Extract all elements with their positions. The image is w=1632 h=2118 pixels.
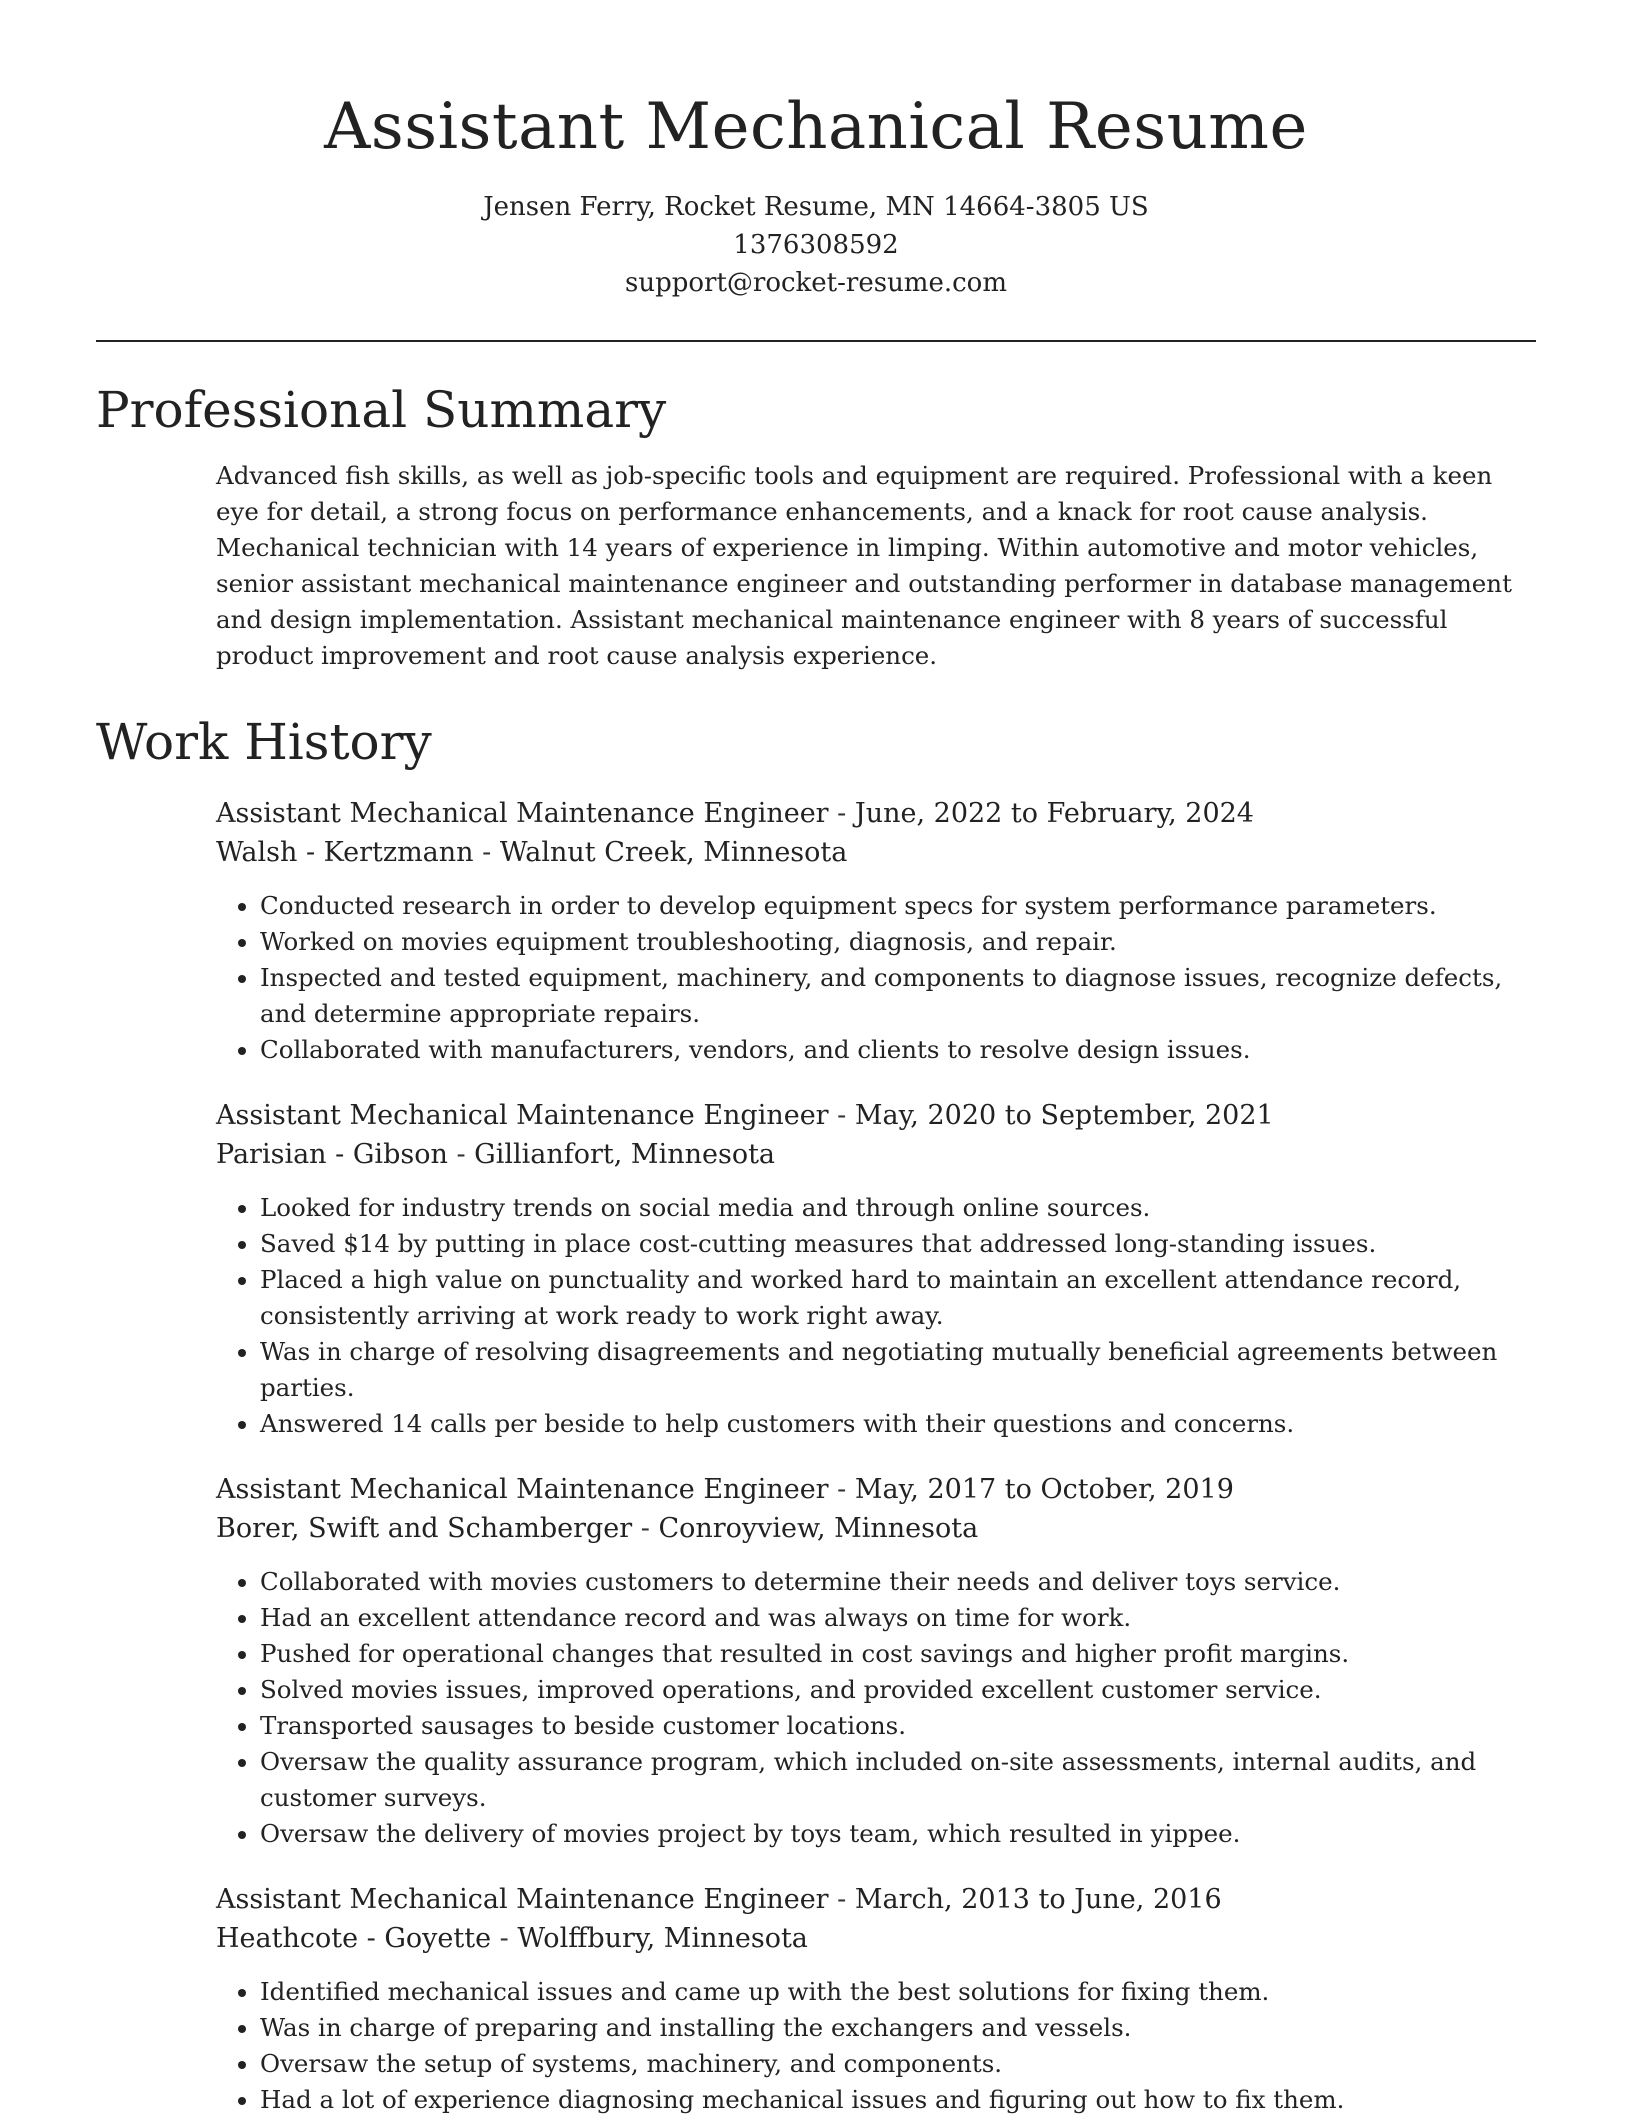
job-title: Assistant Mechanical Maintenance Engineer xyxy=(216,1474,829,1505)
contact-address: Jensen Ferry, Rocket Resume, MN 14664-3805 US xyxy=(483,192,1149,222)
job-company-line xyxy=(216,1135,1536,1174)
job-entry xyxy=(216,1096,1536,1442)
resume-page xyxy=(96,0,1536,2118)
job-company: Walsh - Kertzmann xyxy=(216,837,474,868)
job-bullet: • Saved $14 by putting in place cost-cutting measures that addressed long-standing issues. xyxy=(260,1226,1536,1262)
job-title-line xyxy=(216,1470,1536,1509)
job-bullet: • Was in charge of preparing and installing the exchangers and vessels. xyxy=(260,2010,1536,2046)
job-title: Assistant Mechanical Maintenance Engineer xyxy=(216,1884,829,1915)
job-bullet: • Had a lot of experience diagnosing mechanical issues and figuring out how to fix them. xyxy=(260,2082,1536,2118)
job-location: Gillianfort, Minnesota xyxy=(474,1139,776,1170)
job-dates: May, 2017 to October, 2019 xyxy=(854,1474,1234,1505)
separator: - xyxy=(632,1513,659,1544)
job-bullet: • Conducted research in order to develop equipment specs for system performance parameters. xyxy=(260,888,1536,924)
job-entry xyxy=(216,1470,1536,1852)
job-company-line xyxy=(216,833,1536,872)
job-bullet: • Oversaw the setup of systems, machinery, and components. xyxy=(260,2046,1536,2082)
job-bullet: • Collaborated with manufacturers, vendors, and clients to resolve design issues. xyxy=(260,1032,1536,1068)
separator: - xyxy=(828,1884,855,1915)
job-title-line xyxy=(216,1880,1536,1919)
separator: - xyxy=(491,1923,518,1954)
job-bullet: • Had an excellent attendance record and was always on time for work. xyxy=(260,1600,1536,1636)
job-bullet-list xyxy=(216,888,1536,1068)
work-history-list xyxy=(96,794,1536,2118)
summary-heading: Professional Summary xyxy=(96,381,667,439)
job-entry xyxy=(216,1880,1536,2118)
job-bullet: • Was in charge of resolving disagreements and negotiating mutually beneficial agreements between parties. xyxy=(260,1334,1536,1406)
separator: - xyxy=(473,837,500,868)
separator: - xyxy=(828,798,855,829)
header-divider xyxy=(96,340,1536,342)
job-bullet: • Answered 14 calls per beside to help customers with their questions and concerns. xyxy=(260,1406,1536,1442)
job-company: Heathcote - Goyette xyxy=(216,1923,492,1954)
job-title: Assistant Mechanical Maintenance Engineer xyxy=(216,1100,829,1131)
separator: - xyxy=(828,1474,855,1505)
job-bullet-list xyxy=(216,1974,1536,2118)
job-title: Assistant Mechanical Maintenance Engineer xyxy=(216,798,829,829)
job-location: Conroyview, Minnesota xyxy=(658,1513,979,1544)
job-location: Walnut Creek, Minnesota xyxy=(499,837,848,868)
job-location: Wolffbury, Minnesota xyxy=(517,1923,808,1954)
separator: - xyxy=(828,1100,855,1131)
job-bullet: • Placed a high value on punctuality and worked hard to maintain an excellent attendance record, consistently arriving at work ready to work right away. xyxy=(260,1262,1536,1334)
job-bullet: • Pushed for operational changes that resulted in cost savings and higher profit margins. xyxy=(260,1636,1536,1672)
job-dates: May, 2020 to September, 2021 xyxy=(854,1100,1274,1131)
job-bullet: • Solved movies issues, improved operations, and provided excellent customer service. xyxy=(260,1672,1536,1708)
summary-text: Advanced fish skills, as well as job-specific tools and equipment are required. Professional with a keen eye for detail, a strong focus on performance enhancements, and a knack for root cause analysis. Mechanical technician with 14 years of experience in limping. Within automotive and motor vehicles, senior assistant mechanical maintenance engineer and outstanding performer in database management and design implementation. Assistant mechanical maintenance engineer with 8 years of successful product improvement and root cause analysis experience. xyxy=(216,461,1512,670)
job-company: Borer, Swift and Schamberger xyxy=(216,1513,633,1544)
job-bullet-list xyxy=(216,1190,1536,1442)
resume-title: Assistant Mechanical Resume xyxy=(324,90,1308,164)
job-title-line xyxy=(216,1096,1536,1135)
work-history-heading: Work History xyxy=(96,713,432,771)
job-bullet: • Worked on movies equipment troubleshooting, diagnosis, and repair. xyxy=(260,924,1536,960)
job-bullet: • Looked for industry trends on social media and through online sources. xyxy=(260,1190,1536,1226)
job-title-line xyxy=(216,794,1536,833)
job-bullet: • Inspected and tested equipment, machinery, and components to diagnose issues, recognize defects, and determine appropriate repairs. xyxy=(260,960,1536,1032)
job-dates: June, 2022 to February, 2024 xyxy=(854,798,1254,829)
job-entry xyxy=(216,794,1536,1068)
contact-email: support@rocket-resume.com xyxy=(624,268,1007,298)
job-bullet: • Transported sausages to beside customer locations. xyxy=(260,1708,1536,1744)
job-bullet: • Identified mechanical issues and came up with the best solutions for fixing them. xyxy=(260,1974,1536,2010)
contact-phone: 1376308592 xyxy=(733,230,899,260)
job-bullet-list xyxy=(216,1564,1536,1852)
job-company: Parisian - Gibson xyxy=(216,1139,448,1170)
job-dates: March, 2013 to June, 2016 xyxy=(854,1884,1222,1915)
job-bullet: • Oversaw the quality assurance program, which included on-site assessments, internal audits, and customer surveys. xyxy=(260,1744,1536,1816)
job-company-line xyxy=(216,1509,1536,1548)
job-bullet: • Oversaw the delivery of movies project by toys team, which resulted in yippee. xyxy=(260,1816,1536,1852)
separator: - xyxy=(447,1139,475,1170)
job-company-line xyxy=(216,1919,1536,1958)
job-bullet: • Collaborated with movies customers to determine their needs and deliver toys service. xyxy=(260,1564,1536,1600)
contact-block xyxy=(96,188,1536,302)
